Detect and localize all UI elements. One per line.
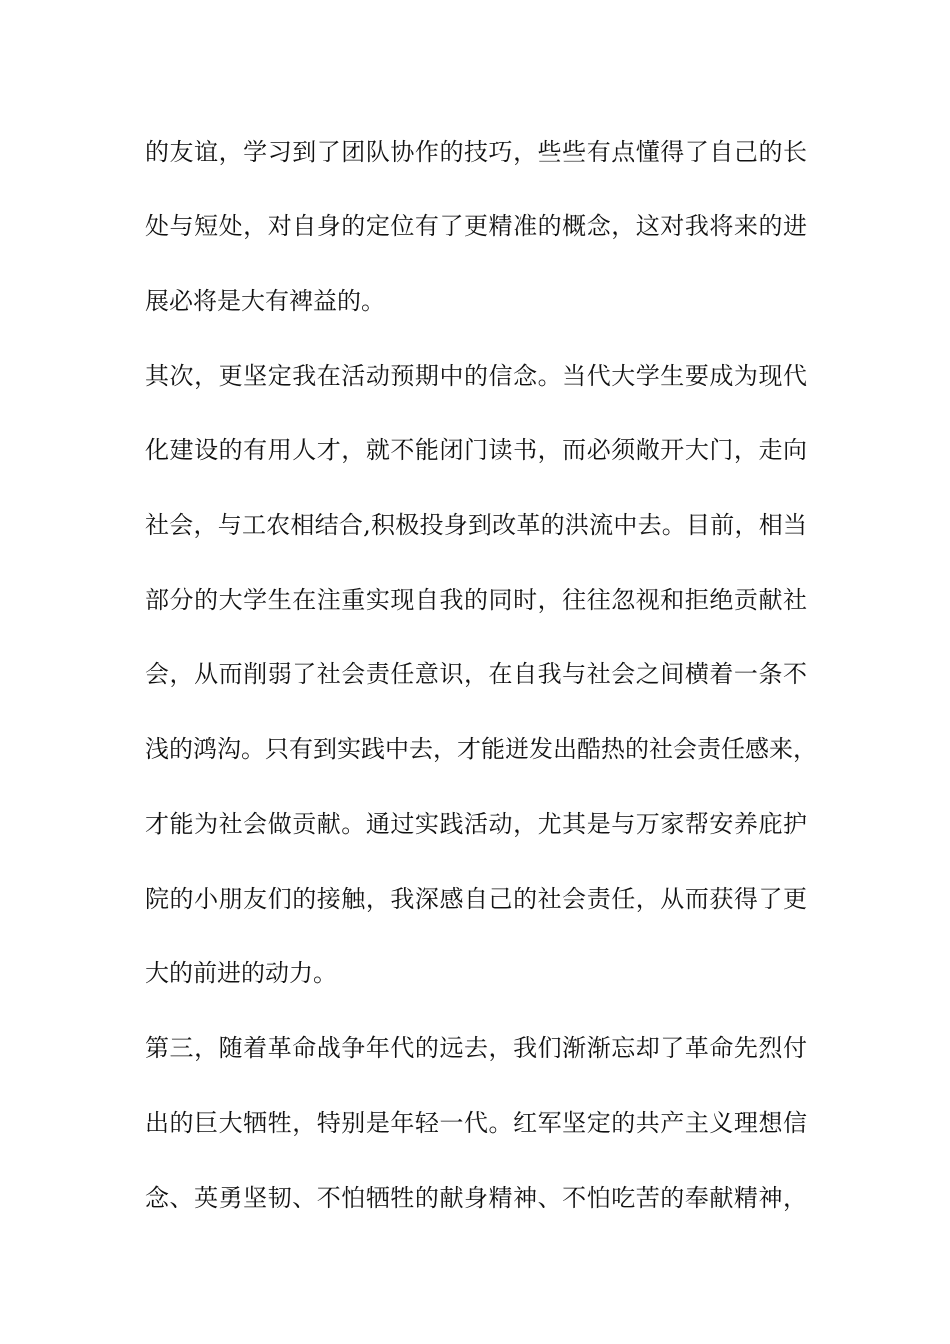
text-line: 展必将是大有裨益的。: [145, 287, 385, 315]
text-line: 化建设的有用人才，就不能闭门读书，而必须敞开大门，走向: [145, 436, 807, 464]
text-line: 念、英勇坚韧、不怕牺牲的献身精神、不怕吃苦的奉献精神，: [145, 1184, 807, 1212]
text-line: 才能为社会做贡献。通过实践活动，尤其是与万家帮安养庇护: [145, 810, 807, 838]
text-line: 出的巨大牺牲，特别是年轻一代。红军坚定的共产主义理想信: [145, 1109, 807, 1137]
text-line: 社会，与工农相结合,积极投身到改革的洪流中去。目前，相当: [145, 511, 807, 539]
text-line: 其次，更坚定我在活动预期中的信念。当代大学生要成为现代: [145, 362, 807, 390]
text-line: 院的小朋友们的接触，我深感自己的社会责任，从而获得了更: [145, 885, 807, 913]
text-line: 大的前进的动力。: [145, 959, 337, 987]
text-line: 处与短处，对自身的定位有了更精准的概念，这对我将来的进: [145, 212, 807, 240]
text-line: 会，从而削弱了社会责任意识，在自我与社会之间横着一条不: [145, 660, 807, 688]
text-line: 第三，随着革命战争年代的远去，我们渐渐忘却了革命先烈付: [145, 1034, 807, 1062]
text-line: 部分的大学生在注重实现自我的同时，往往忽视和拒绝贡献社: [145, 586, 807, 614]
text-line: 浅的鸿沟。只有到实践中去，才能迸发出酷热的社会责任感来，: [145, 735, 817, 763]
text-line: 的友谊，学习到了团队协作的技巧，些些有点懂得了自己的长: [145, 138, 807, 166]
